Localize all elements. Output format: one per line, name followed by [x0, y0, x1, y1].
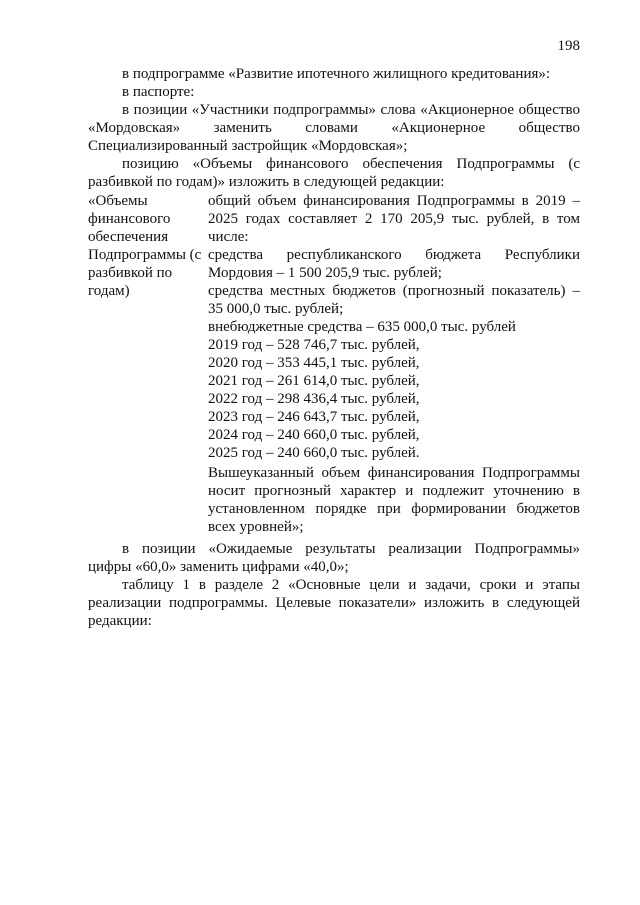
- document-body: [88, 65, 580, 630]
- table-line: 2025 год – 240 660,0 тыс. рублей.: [208, 445, 420, 461]
- paragraph: в позиции «Участники подпрограммы» слова «Акционерное общество «Мордовская» заменить словами «Акционерное общество Специализированный застройщик «Мордовская»;: [88, 102, 580, 154]
- table-line: общий объем финансирования Подпрограммы в 2019 – 2025 годах составляет 2 170 205,9 тыс. рублей, в том числе:: [208, 193, 580, 245]
- table-line: средства местных бюджетов (прогнозный показатель) – 35 000,0 тыс. рублей;: [208, 283, 580, 317]
- table-line: средства республиканского бюджета Республики Мордовия – 1 500 205,9 тыс. рублей;: [208, 247, 580, 281]
- table-line: 2019 год – 528 746,7 тыс. рублей,: [208, 337, 420, 353]
- table-line: 2021 год – 261 614,0 тыс. рублей,: [208, 373, 420, 389]
- table-line: 2023 год – 246 643,7 тыс. рублей,: [208, 409, 420, 425]
- table-line: 2024 год – 240 660,0 тыс. рублей,: [208, 427, 420, 443]
- paragraph: в паспорте:: [122, 84, 195, 100]
- page-number: 198: [557, 38, 580, 54]
- table-line: внебюджетные средства – 635 000,0 тыс. рублей: [208, 319, 516, 335]
- table-line: Вышеуказанный объем финансирования Подпрограммы носит прогнозный характер и подлежит уточнению в установленном порядке при формировании бюджетов всех уровней»;: [208, 465, 580, 535]
- table-label-cell: «Объемы финансового обеспечения Подпрограммы (с разбивкой по годам): [88, 193, 202, 299]
- paragraph: таблицу 1 в разделе 2 «Основные цели и задачи, сроки и этапы реализации подпрограммы. Целевые показатели» изложить в следующей редакции:: [88, 577, 580, 629]
- funding-table: [88, 192, 580, 536]
- paragraph: в позиции «Ожидаемые результаты реализации Подпрограммы» цифры «60,0» заменить цифрами «40,0»;: [88, 541, 580, 575]
- table-line: 2020 год – 353 445,1 тыс. рублей,: [208, 355, 420, 371]
- paragraph: в подпрограмме «Развитие ипотечного жилищного кредитования»:: [122, 66, 551, 82]
- paragraph: позицию «Объемы финансового обеспечения Подпрограммы (с разбивкой по годам)» изложить в следующей редакции:: [88, 156, 580, 190]
- table-line: 2022 год – 298 436,4 тыс. рублей,: [208, 391, 420, 407]
- table-value-cell: [208, 192, 580, 536]
